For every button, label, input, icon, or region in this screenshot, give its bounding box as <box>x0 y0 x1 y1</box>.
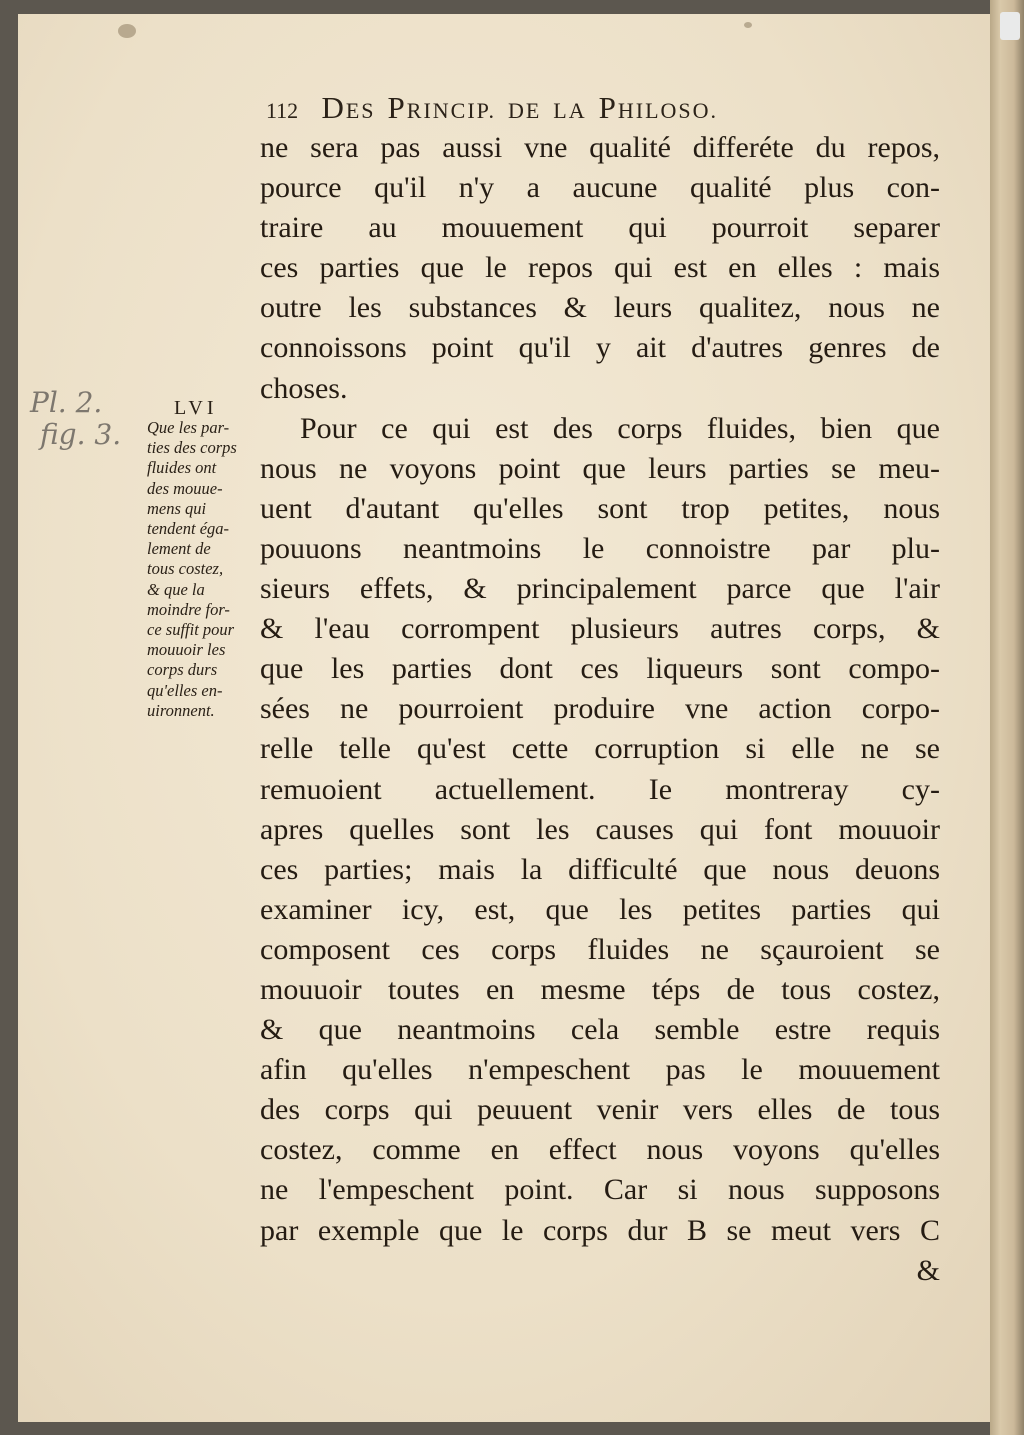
body-line: traire au mouuement qui pourroit separer <box>260 211 940 245</box>
body-line: que les parties dont ces liqueurs sont compo- <box>260 652 940 686</box>
pencil-annotation-line2: fig. 3. <box>40 418 122 451</box>
body-line: pouuons neantmoins le connoistre par plu- <box>260 531 940 565</box>
body-line: Pour ce qui est des corps fluides, bien que <box>300 411 940 445</box>
body-line: afin qu'elles n'empeschent pas le mouuement <box>260 1053 940 1087</box>
running-head-word: PRINCIP. <box>387 90 496 125</box>
body-line: composent ces corps fluides ne sçauroient se <box>260 932 940 966</box>
body-line: & que neantmoins cela semble estre requis <box>260 1013 940 1047</box>
running-head-word: DE <box>507 98 542 123</box>
body-line: sieurs effets, & principalement parce que l'air <box>260 572 940 606</box>
body-line: remuoient actuellement. Ie montreray cy- <box>260 772 940 806</box>
body-line: examiner icy, est, que les petites parties qui <box>260 892 940 926</box>
catchword: & <box>916 1253 940 1287</box>
running-head-word: PHILOSO. <box>598 90 719 125</box>
body-line: choses. <box>260 371 348 405</box>
body-text <box>260 128 940 1291</box>
ink-spot <box>744 22 752 28</box>
book-gutter-edge <box>990 0 1024 1435</box>
body-line: outre les substances & leurs qualitez, nous ne <box>260 291 940 325</box>
body-line: sées ne pourroient produire vne action corpo- <box>260 692 940 726</box>
body-line: apres quelles sont les causes qui font mouuoir <box>260 812 940 846</box>
body-line: uent d'autant qu'elles sont trop petites, nous <box>260 491 940 525</box>
page-tab-marker <box>1000 12 1020 40</box>
body-line: mouuoir toutes en mesme téps de tous costez, <box>260 972 940 1006</box>
body-line: relle telle qu'est cette corruption si elle ne se <box>260 732 940 766</box>
body-line: ces parties; mais la difficulté que nous deuons <box>260 852 940 886</box>
running-head-word: DES <box>321 90 376 125</box>
body-line: connoissons point qu'il y ait d'autres genres de <box>260 331 940 365</box>
pencil-annotation-line1: Pl. 2. <box>30 386 103 419</box>
body-line: des corps qui peuuent venir vers elles de tous <box>260 1093 940 1127</box>
body-line: ne sera pas aussi vne qualité differéte du repos, <box>260 131 940 164</box>
side-note-number: LVI <box>174 397 218 419</box>
side-note-text: Que les par- ties des corps fluides ont des mouue- mens qui tendent éga- lement de tous costez, & que la moindre for- ce suffit pour mouuoir les corps durs qu'elles en- uironnent. <box>147 418 237 720</box>
body-line: ces parties que le repos qui est en elles : mais <box>260 251 940 285</box>
body-line: nous ne voyons point que leurs parties se meu- <box>260 451 940 485</box>
running-head <box>266 90 936 126</box>
body-line: ne l'empeschent point. Car si nous supposons <box>260 1173 940 1207</box>
running-head-title <box>321 90 719 125</box>
body-line: par exemple que le corps dur B se meut vers C <box>260 1213 940 1247</box>
body-line: & l'eau corrompent plusieurs autres corps, & <box>260 612 940 646</box>
body-line: costez, comme en effect nous voyons qu'elles <box>260 1133 940 1167</box>
page-number: 112 <box>266 98 299 123</box>
running-head-word: LA <box>553 98 587 123</box>
body-line: pource qu'il n'y a aucune qualité plus con- <box>260 171 940 205</box>
ink-spot <box>118 24 136 38</box>
